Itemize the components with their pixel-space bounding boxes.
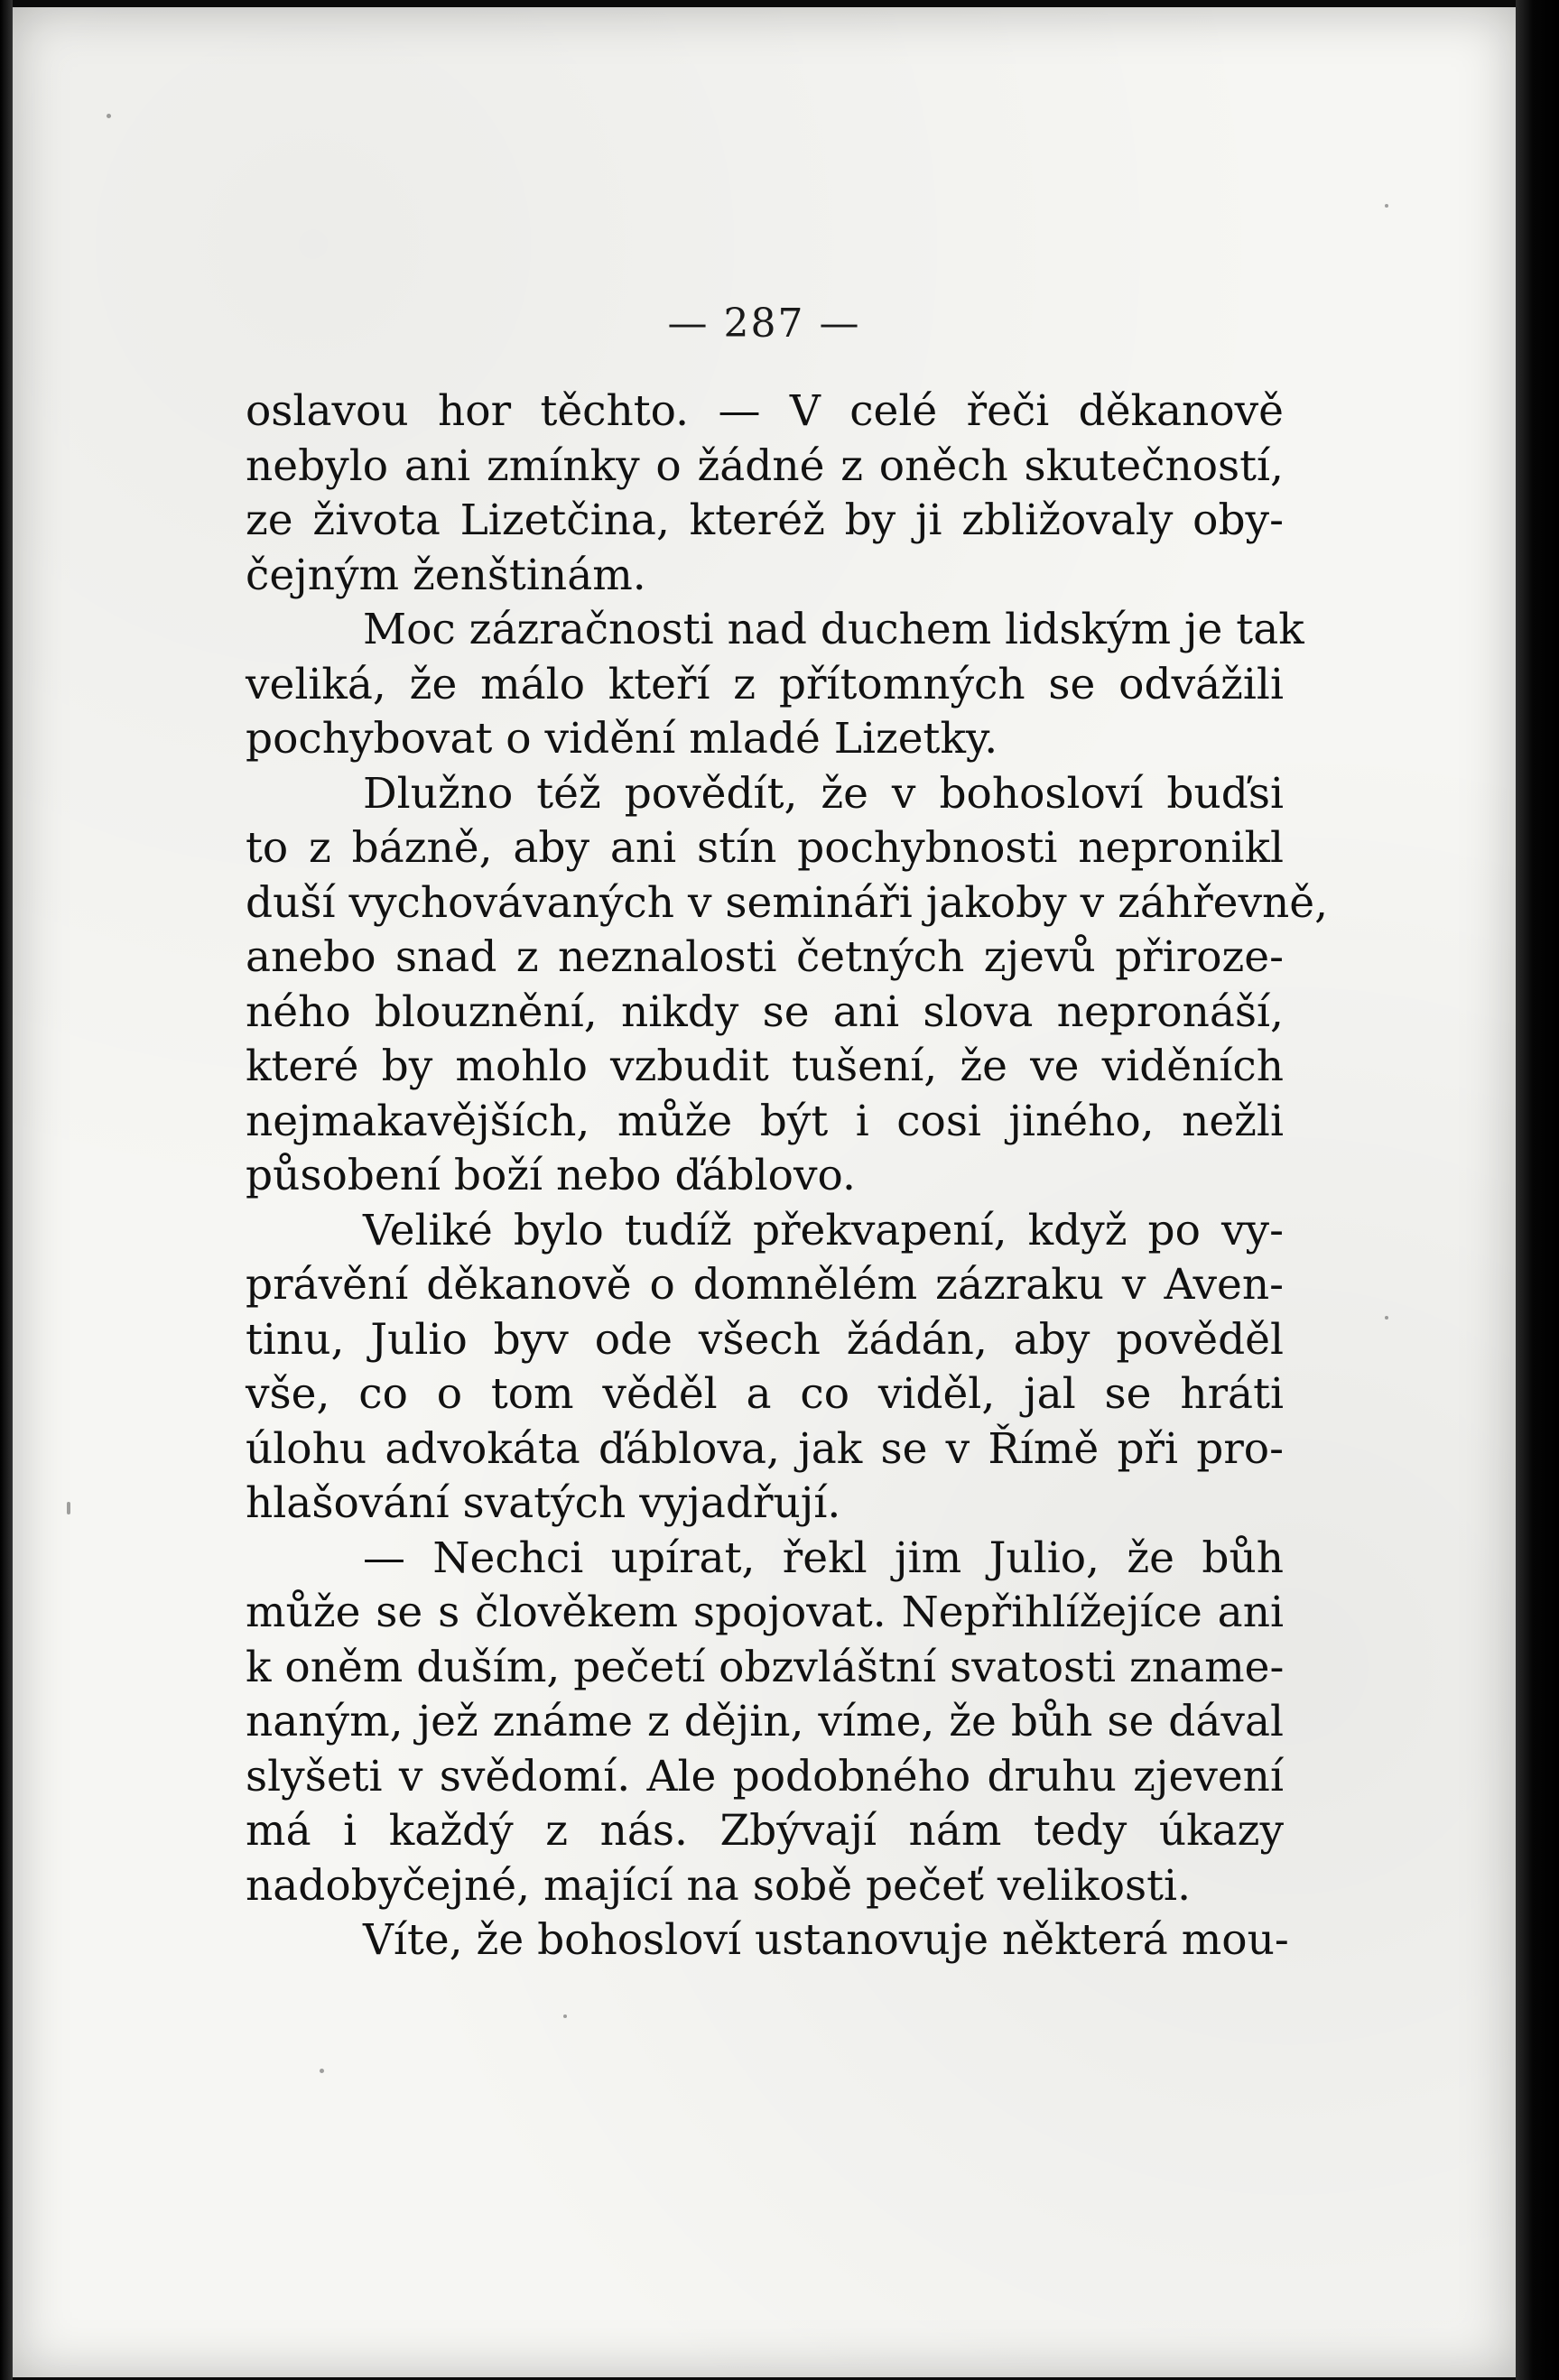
text-line: nejmakavějších, může být i cosi jiného, nežli <box>246 1096 1284 1146</box>
paragraph-start-line: — Nechci upírat, řekl jim Julio, že bůh <box>363 1533 1284 1583</box>
paragraph-start-line: Dlužno též povědít, že v bohosloví buďsi <box>363 768 1284 819</box>
paragraph-start-line: Moc zázračnosti nad duchem lidským je tak <box>363 605 1304 654</box>
paragraph-start-line: Víte, že bohosloví ustanovuje některá mou- <box>363 1915 1289 1965</box>
text-line: právění děkanově o domnělém zázraku v Aven- <box>246 1260 1284 1310</box>
scan-speck <box>320 2069 324 2073</box>
scanned-page <box>13 7 1516 2377</box>
text-line: naným, jež známe z dějin, víme, že bůh se dával <box>246 1697 1284 1746</box>
text-line: má i každý z nás. Zbývají nám tedy úkazy <box>246 1806 1284 1856</box>
text-line: hlašování svatých vyjadřují. <box>246 1478 841 1528</box>
text-line: oslavou hor těchto. — V celé řeči děkanově <box>246 386 1284 436</box>
scan-speck <box>563 2014 567 2018</box>
book-edge-right <box>1516 0 1559 2380</box>
scan-speck <box>107 114 111 118</box>
text-line: může se s člověkem spojovat. Nepřihlížejíce ani <box>246 1588 1284 1637</box>
text-line: slyšeti v svědomí. Ale podobného druhu zjevení <box>246 1751 1284 1801</box>
page-number: — 287 — <box>667 301 861 347</box>
text-line: působení boží nebo ďáblovo. <box>246 1151 856 1200</box>
scan-speck <box>1385 1316 1388 1320</box>
text-line: ného blouznění, nikdy se ani slova nepronáší, <box>246 986 1284 1037</box>
text-line: nebylo ani zmínky o žádné z oněch skutečností, <box>246 440 1284 491</box>
text-line: úlohu advokáta ďáblova, jak se v Římě při pro- <box>246 1423 1284 1474</box>
paragraph-start-line: Veliké bylo tudíž překvapení, když po vy- <box>363 1205 1284 1255</box>
text-line: tinu, Julio byv ode všech žádán, aby pověděl <box>246 1314 1284 1365</box>
text-line: pochybovat o vidění mladé Lizetky. <box>246 714 998 764</box>
text-line: čejným ženštinám. <box>246 550 646 600</box>
text-line: veliká, že málo kteří z přítomných se odvážili <box>246 659 1284 709</box>
text-line: které by mohlo vzbudit tušení, že ve viděních <box>246 1042 1284 1091</box>
scan-speck <box>1385 204 1388 208</box>
text-line: ze života Lizetčina, kteréž by ji zbližovaly oby- <box>246 495 1284 545</box>
text-line: vše, co o tom věděl a co viděl, jal se hráti <box>246 1369 1284 1419</box>
text-line: k oněm duším, pečetí obzvláštní svatosti zname- <box>246 1642 1285 1692</box>
book-edge-left <box>0 0 13 2380</box>
text-line: to z bázně, aby ani stín pochybnosti nepronikl <box>246 823 1284 873</box>
text-line: anebo snad z neznalosti četných zjevů přiroze- <box>246 932 1284 982</box>
body-text <box>246 384 1329 1968</box>
scan-speck <box>67 1502 70 1514</box>
text-line: nadobyčejné, mající na sobě pečeť velikosti. <box>246 1860 1192 1911</box>
text-line: duší vychovávaných v semináři jakoby v záhřevně, <box>246 877 1329 928</box>
